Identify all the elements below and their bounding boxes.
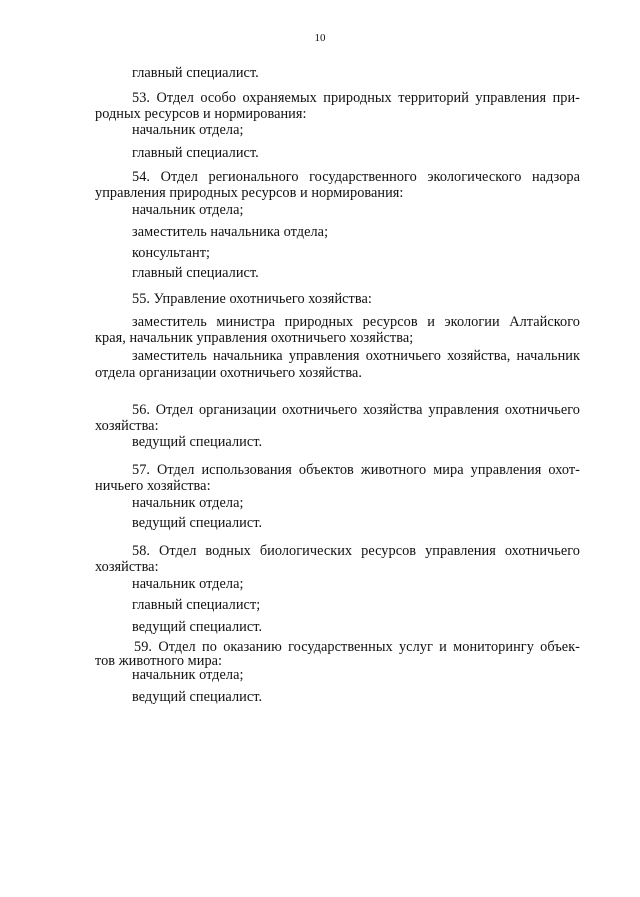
section-55-heading: 55. Управление охотничьего хозяйства: <box>132 291 372 307</box>
text-line: ведущий специалист. <box>132 515 263 531</box>
text-line: начальник отдела; <box>132 576 244 592</box>
text-line: заместитель начальника управления охотничьего хозяйства, начальник <box>132 348 580 364</box>
page-number: 10 <box>314 32 326 44</box>
text-line: заместитель министра природных ресурсов и экологии Алтайского <box>132 314 580 330</box>
text-line: края, начальник управления охотничьего хозяйства; <box>95 330 414 346</box>
text-line: тов животного мира: <box>95 653 223 669</box>
text-line: начальник отдела; <box>132 202 244 218</box>
text-line: начальник отдела; <box>132 495 244 511</box>
text-line: родных ресурсов и нормирования: <box>95 106 307 122</box>
section-53-heading: 53. Отдел особо охраняемых природных территорий управления при- <box>132 90 580 106</box>
text-line: начальник отдела; <box>132 667 244 683</box>
text-line: управления природных ресурсов и нормирования: <box>95 185 404 201</box>
text-line: ведущий специалист. <box>132 689 263 705</box>
text-line: консультант; <box>132 245 211 261</box>
text-line: ведущий специалист. <box>132 619 263 635</box>
section-56-heading: 56. Отдел организации охотничьего хозяйства управления охотничьего <box>132 402 580 418</box>
text-line: отдела организации охотничьего хозяйства. <box>95 365 362 381</box>
section-54-heading: 54. Отдел регионального государственного экологического надзора <box>132 169 580 185</box>
text-line: главный специалист. <box>132 265 259 281</box>
text-line: главный специалист. <box>132 65 259 81</box>
text-line: главный специалист; <box>132 597 261 613</box>
text-line: ведущий специалист. <box>132 434 263 450</box>
section-58-heading: 58. Отдел водных биологических ресурсов управления охотничьего <box>132 543 580 559</box>
text-line: хозяйства: <box>95 418 159 434</box>
text-line: начальник отдела; <box>132 122 244 138</box>
text-line: ничьего хозяйства: <box>95 478 211 494</box>
text-line: заместитель начальника отдела; <box>132 224 329 240</box>
section-57-heading: 57. Отдел использования объектов животного мира управления охот- <box>132 462 580 478</box>
text-line: хозяйства: <box>95 559 159 575</box>
section-59-heading: 59. Отдел по оказанию государственных услуг и мониторингу объек- <box>134 639 580 655</box>
text-line: главный специалист. <box>132 145 259 161</box>
